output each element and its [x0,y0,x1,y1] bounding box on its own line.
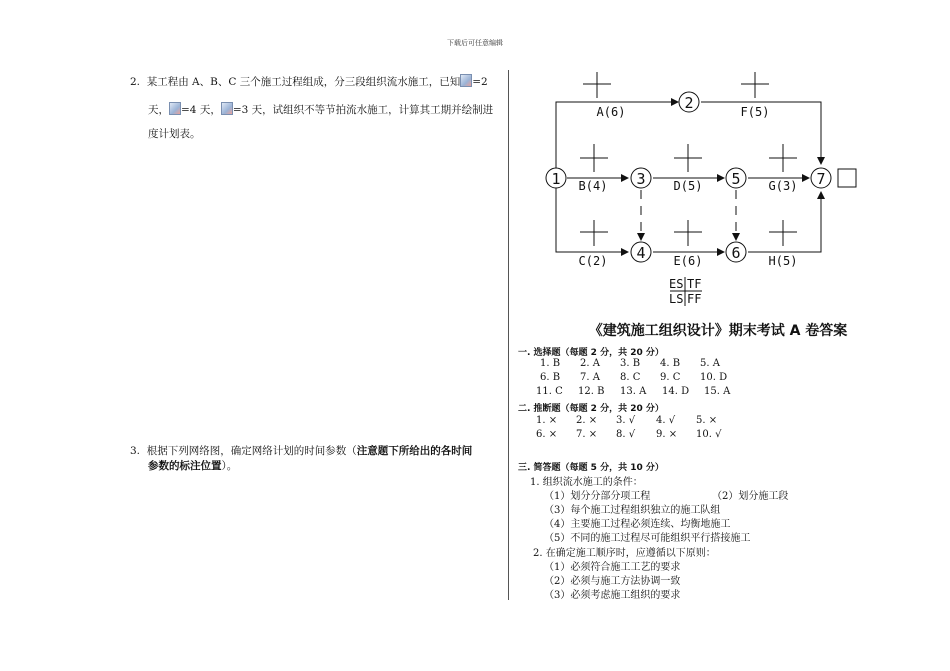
time-cross-H [769,220,797,246]
short-answer-item: （2）必须与施工方法协调一致 [544,576,681,587]
broken-image-icon [169,102,181,115]
short-answer-2-title: 2. 在确定施工顺序时，应遵循以下原则： [533,548,716,559]
judgement-answer: 7. × [576,429,598,440]
column-divider [508,70,509,600]
question-3-line-1 [130,444,472,458]
question-3-line-2 [148,459,237,473]
choice-answer: 3. B [620,358,641,369]
short-answer-1-title: 1. 组织流水施工的条件： [530,477,643,488]
section-judgement-heading: 二. 推断题（每题 2 分，共 20 分） [518,404,664,414]
node-label: 6 [731,244,741,262]
choice-answer: 6. B [540,372,561,383]
time-cross-G [769,144,797,172]
node-label: 3 [636,170,646,188]
choice-answer: 10. D [700,372,728,383]
question-text: 某工程由 A、B、C 三个施工过程组成，分三段组织流水施工，已知 [146,76,461,88]
question-number: 2. [130,76,141,88]
question-text: 根据下列网络图，确定网络计划的时间参数（ [146,445,357,457]
judgement-answer: 3. √ [616,415,636,426]
time-cross-F [741,72,769,98]
node-label: 4 [636,244,646,262]
question-2-line-3: 度计划表。 [148,128,201,140]
choice-row [540,372,740,383]
judgement-answer: 5. × [696,415,718,426]
emphasis-text: 注意题下所给出的各时间 [356,445,473,457]
activity-label: D(5) [673,179,703,193]
broken-image-icon [221,102,233,115]
choice-answer: 2. A [580,358,600,369]
activity-label: C(2) [578,254,608,268]
choice-answer: 11. C [536,386,563,397]
question-text: 天， [148,104,169,116]
broken-image-icon [460,74,472,87]
time-cross-B [580,144,608,172]
section-short-answer-heading: 三. 简答题（每题 5 分，共 10 分） [518,463,664,473]
network-diagram [530,60,870,310]
choice-row [536,386,746,397]
short-answer-item: （1）划分分部分项工程 [544,491,651,502]
short-answer-item: （1）必须符合施工工艺的要求 [544,562,681,573]
choice-answer: 15. A [704,386,731,397]
judgement-answer: 4. √ [656,415,676,426]
question-text: =3 天，试组织不等节拍流水施工，计算其工期并绘制进 [232,104,494,116]
blank-box [838,169,856,187]
question-2-line-1 [130,74,488,89]
node-label: 1 [551,170,561,188]
time-cross-E [674,220,702,246]
short-answer-item: （2）划分施工段 [712,491,789,502]
choice-answer: 12. B [578,386,605,397]
judgement-answer: 6. × [536,429,558,440]
time-cross-C [580,220,608,246]
page-header: 下载后可任意编辑 [447,39,503,47]
legend-ff: FF [687,292,702,306]
judgement-row [536,415,736,426]
activity-label: H(5) [768,254,798,268]
choice-answer: 9. C [660,372,681,383]
activity-label: B(4) [578,179,608,193]
question-text: =2 [472,76,488,88]
short-answer-item: （3）每个施工过程组织独立的施工队组 [544,505,721,516]
short-answer-item: （4）主要施工过程必须连续、均衡地施工 [544,519,731,530]
short-answer-item: （5）不同的施工过程尽可能组织平行搭接施工 [544,533,751,544]
choice-row [540,358,740,369]
time-cross-A [583,72,611,98]
answer-title: 《建筑施工组织设计》期末考试 A 卷答案 [588,323,848,339]
choice-answer: 7. A [580,372,600,383]
activity-label: E(6) [673,254,703,268]
judgement-row [536,429,736,440]
judgement-answer: 2. × [576,415,598,426]
question-number: 3. [130,445,141,457]
judgement-answer: 9. × [656,429,678,440]
arrow-6-7 [748,192,821,252]
choice-answer: 8. C [620,372,641,383]
choice-answer: 14. D [662,386,690,397]
choice-answer: 4. B [660,358,681,369]
emphasis-text: 参数的标注位置 [148,460,222,472]
legend-ls: LS [669,292,684,306]
legend-tf: TF [687,277,702,291]
judgement-answer: 10. √ [696,429,722,440]
node-label: 2 [684,94,694,112]
activity-label: A(6) [596,105,626,119]
arrow-1-4 [556,188,628,252]
legend-es: ES [669,277,684,291]
node-label: 7 [816,170,826,188]
question-text: =4 天， [181,104,221,116]
activity-label: G(3) [768,179,798,193]
activity-label: F(5) [740,105,770,119]
judgement-answer: 8. √ [616,429,636,440]
choice-answer: 13. A [620,386,647,397]
time-cross-D [674,144,702,172]
choice-answer: 1. B [540,358,561,369]
judgement-answer: 1. × [536,415,558,426]
question-2-line-2 [148,102,493,117]
node-label: 5 [731,170,741,188]
section-choice-heading: 一. 选择题（每题 2 分，共 20 分） [518,348,664,358]
short-answer-item: （3）必须考虑施工组织的要求 [544,590,681,601]
choice-answer: 5. A [700,358,720,369]
question-text: ）。 [221,460,238,472]
